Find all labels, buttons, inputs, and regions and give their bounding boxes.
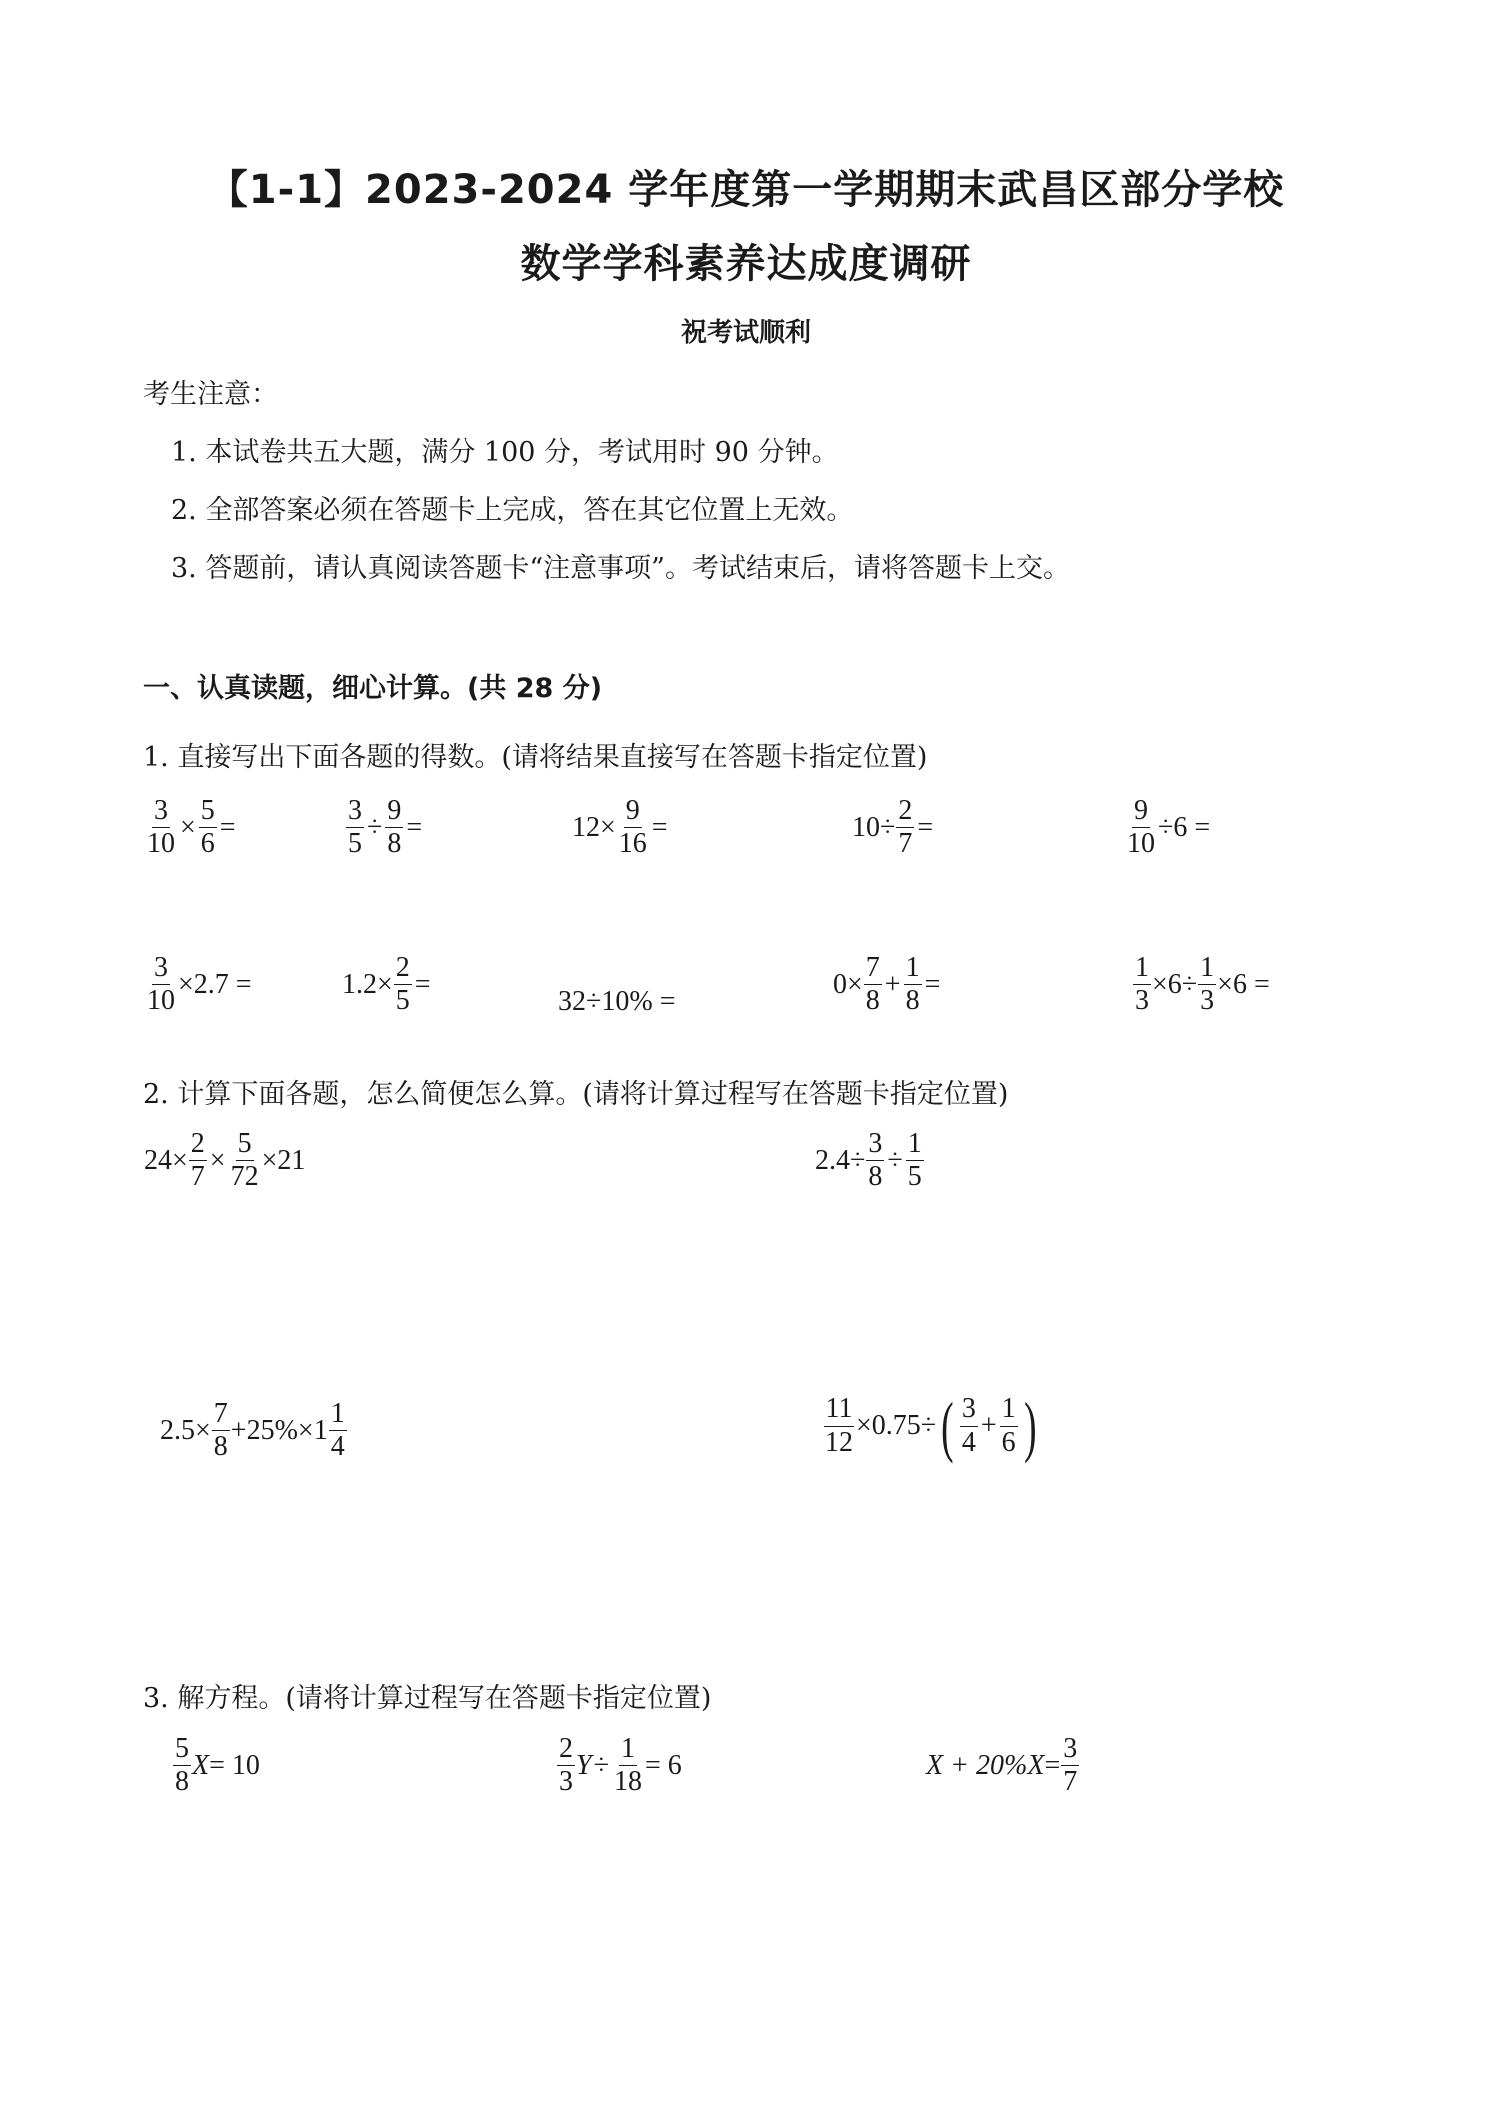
q1-expr-6: $\frac{3}{10}$ ×2.7 = <box>147 952 252 1017</box>
section-1-heading: 一、认真读题，细心计算。(共 28 分) <box>143 673 603 704</box>
q1-expr-10: $\frac{1}{3}$ ×6÷ $\frac{1}{3}$ ×6 = <box>1135 952 1270 1017</box>
q1-expr-9: 0× $\frac{7}{8}$ + $\frac{1}{8}$ = <box>833 952 941 1017</box>
q2-expr-2: 2.4÷ $\frac{3}{8}$ ÷ $\frac{1}{5}$ <box>815 1128 922 1193</box>
exam-subtitle: 祝考试顺利 <box>680 318 811 348</box>
q1-expr-7: 1.2× $\frac{2}{5}$ = <box>342 952 431 1017</box>
q3-equation-2: $\frac{2}{3}$ Y ÷ $\frac{1}{18}$ = 6 <box>559 1733 682 1798</box>
exam-title-line1: 【1-1】2023-2024 学年度第一学期期末武昌区部分学校 <box>207 167 1285 213</box>
notice-item-2: 2. 全部答案必须在答题卡上完成，答在其它位置上无效。 <box>171 495 854 526</box>
question-3-prompt: 3. 解方程。(请将计算过程写在答题卡指定位置) <box>143 1683 712 1714</box>
q1-expr-5: $\frac{9}{10}$ ÷6 = <box>1127 795 1211 860</box>
question-1-prompt: 1. 直接写出下面各题的得数。(请将结果直接写在答题卡指定位置) <box>143 742 928 773</box>
q1-expr-4: 10÷ $\frac{2}{7}$ = <box>852 795 934 860</box>
q3-equation-1: $\frac{5}{8}$ X = 10 <box>175 1733 260 1798</box>
q1-expr-3: 12× $\frac{9}{16}$ = <box>572 795 668 860</box>
q1-expr-8: 32÷10% = <box>558 986 676 1017</box>
q1-expr-2: $\frac{3}{5}$ ÷ $\frac{9}{8}$ = <box>348 795 423 860</box>
q2-expr-1: 24× $\frac{2}{7}$ × $\frac{5}{72}$ ×21 <box>144 1128 306 1193</box>
q2-expr-4: $\frac{11}{12}$ ×0.75÷ ( $\frac{3}{4}$ + $\frac{1}{6}$ ) <box>825 1388 1037 1464</box>
notice-item-3: 3. 答题前，请认真阅读答题卡“注意事项”。考试结束后，请将答题卡上交。 <box>171 553 1070 584</box>
notice-item-1: 1. 本试卷共五大题，满分 100 分，考试用时 90 分钟。 <box>171 437 839 468</box>
question-2-prompt: 2. 计算下面各题，怎么简便怎么算。(请将计算过程写在答题卡指定位置) <box>143 1079 1009 1110</box>
q3-equation-3: X + 20%X = $\frac{3}{7}$ <box>926 1733 1078 1798</box>
q1-expr-1: $\frac{3}{10}$ × $\frac{5}{6}$ = <box>147 795 236 860</box>
notice-heading: 考生注意： <box>143 379 278 410</box>
q2-expr-3: 2.5× $\frac{7}{8}$ +25%×1 $\frac{1}{4}$ <box>160 1398 345 1463</box>
exam-title-line2: 数学学科素养达成度调研 <box>520 241 972 287</box>
